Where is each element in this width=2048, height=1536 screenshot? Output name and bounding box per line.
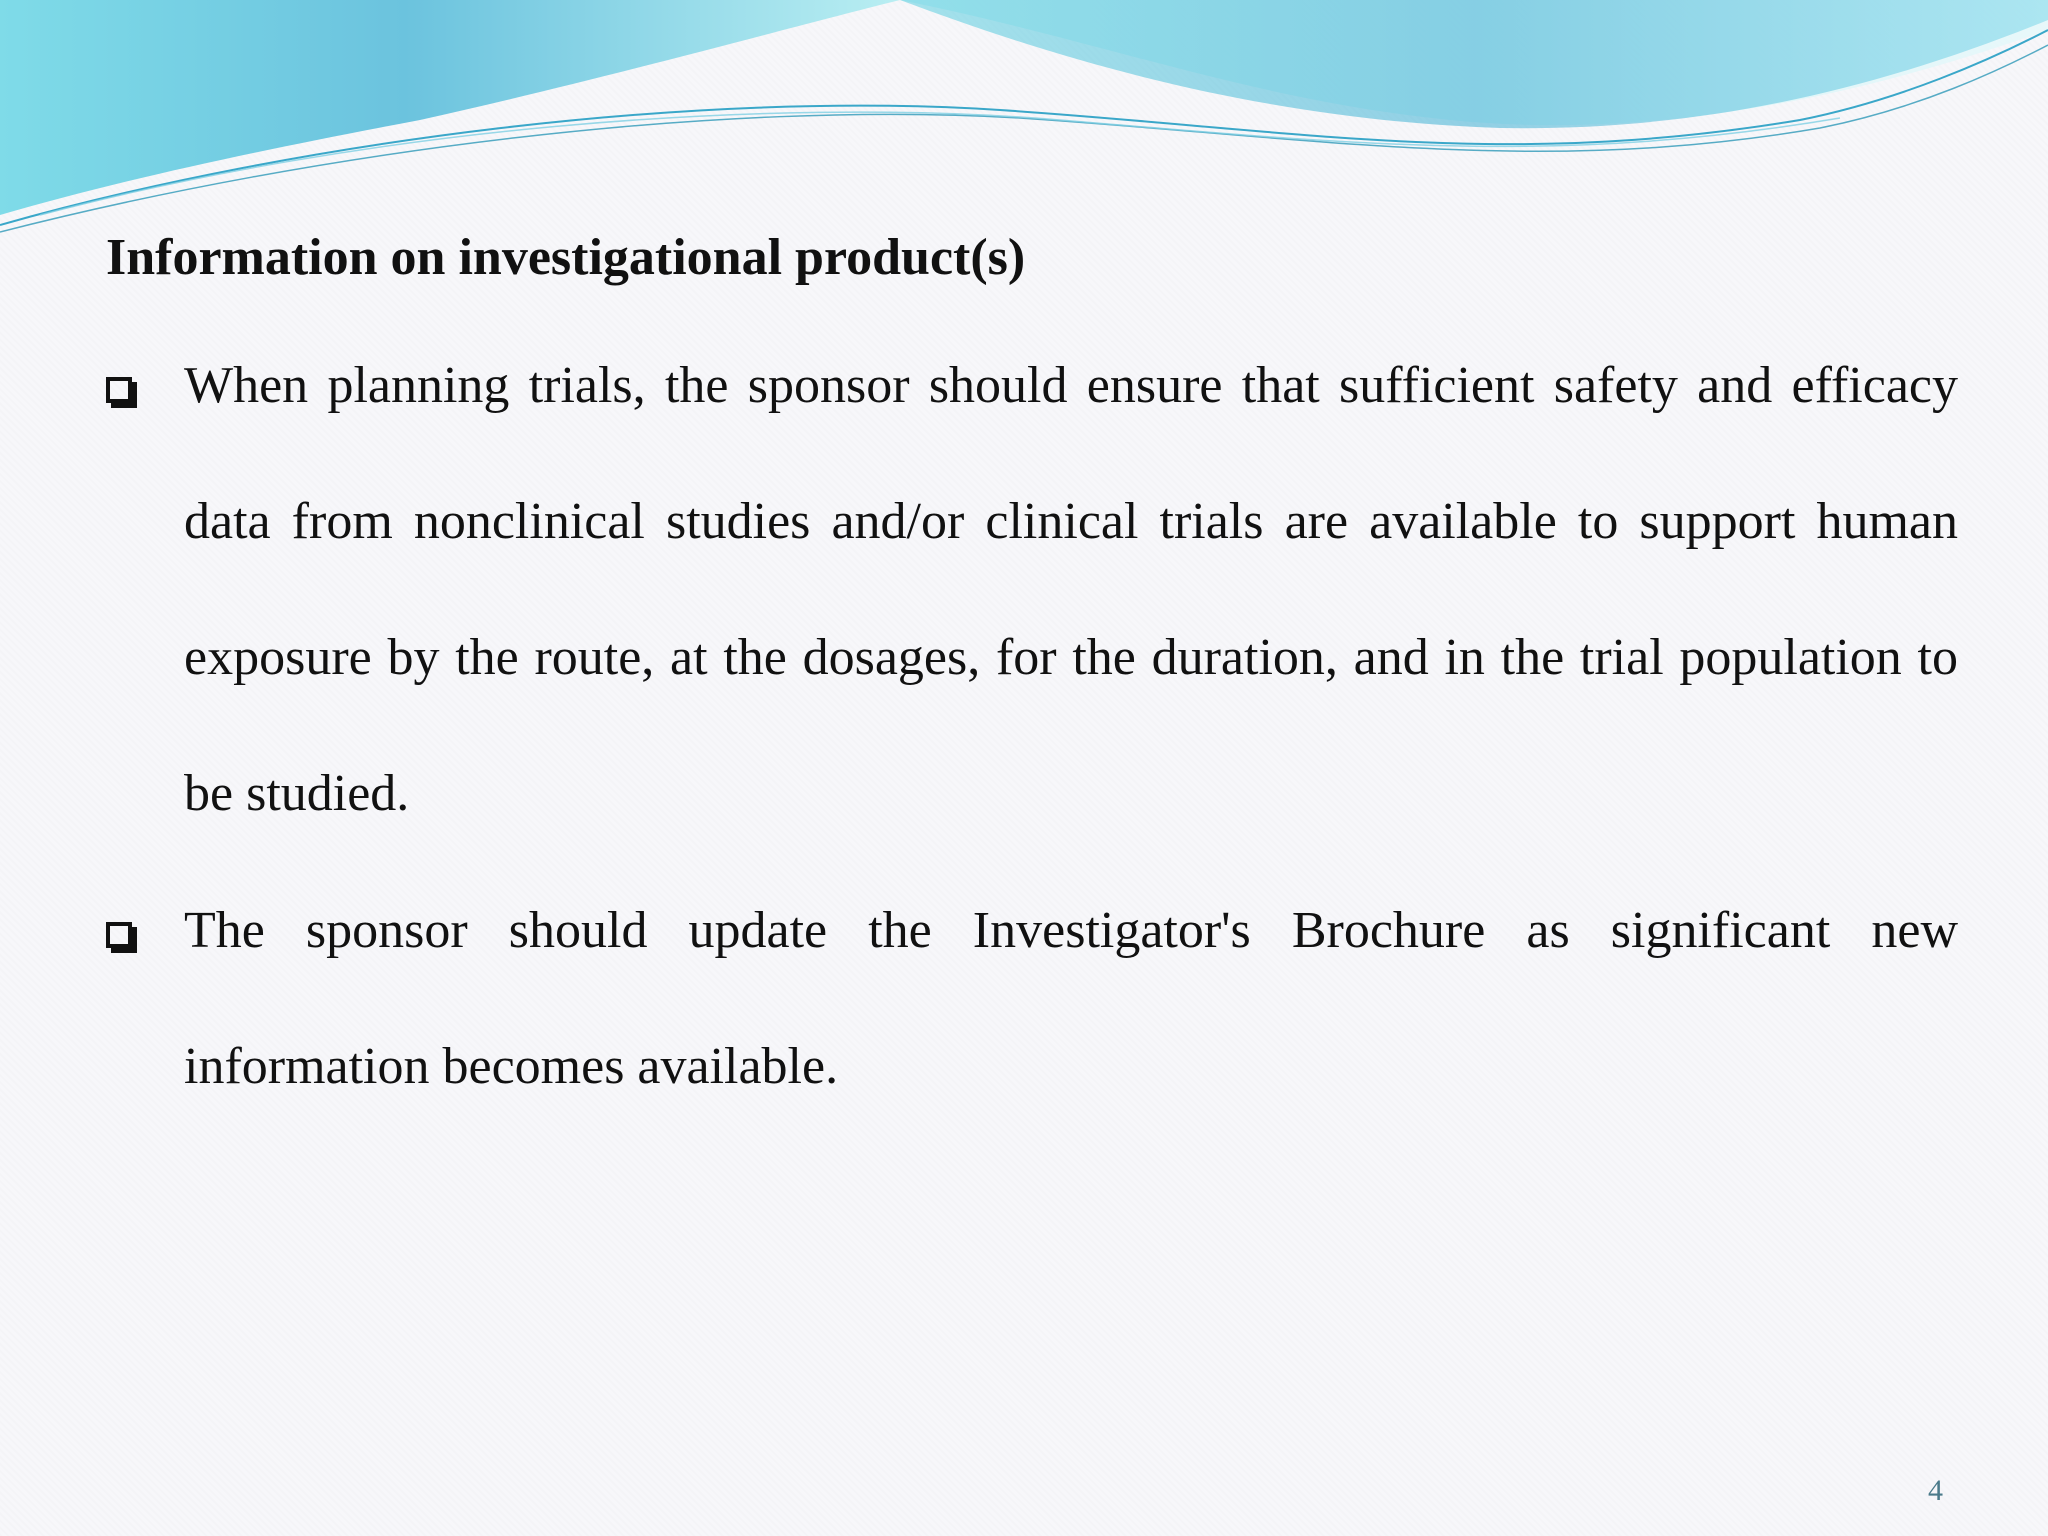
- bullet-item: [106, 897, 1958, 1135]
- header-wave-decoration: [0, 0, 2048, 240]
- bullet-text: The sponsor should update the Investigator's Brochure as significant new information becomes available.: [184, 902, 1958, 1095]
- bullet-item: [106, 352, 1958, 862]
- bullet-text: When planning trials, the sponsor should ensure that sufficient safety and efficacy data from nonclinical studies and/or clinical trials are available to support human exposure by the route, at the dosages, for the duration, and in the trial population to be studied.: [184, 357, 1958, 822]
- slide-number: 4: [1928, 1474, 1943, 1507]
- checkbox-bullet-icon: [106, 377, 132, 403]
- slide-title: Information on investigational product(s): [106, 229, 1026, 286]
- checkbox-bullet-icon: [106, 922, 132, 948]
